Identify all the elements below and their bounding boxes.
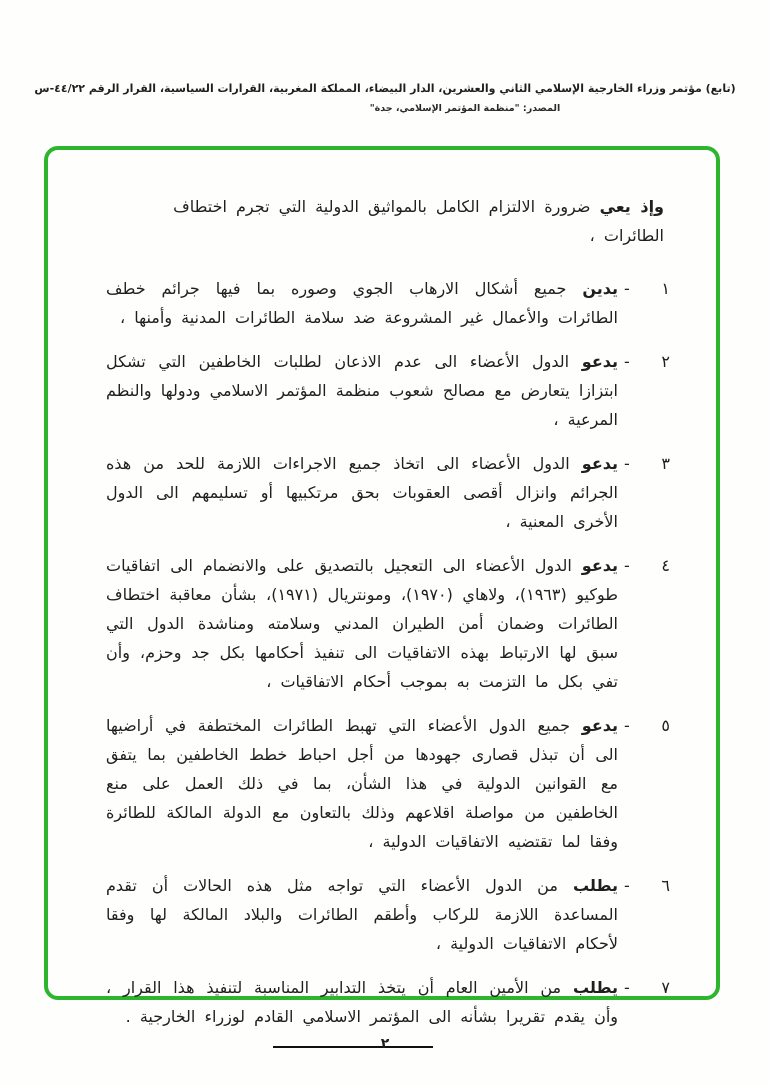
item-dash: -: [624, 279, 630, 298]
item-lead: يدعو: [581, 556, 618, 575]
item-dash: -: [624, 716, 630, 735]
item-number-value: ٤: [661, 556, 670, 575]
item-lead: يطلب: [572, 978, 618, 997]
item-number: [618, 871, 670, 958]
document-source-line: المصدر: "منظمة المؤتمر الإسلامي، جدة": [369, 103, 561, 114]
item-number-value: ٥: [661, 716, 670, 735]
item-number-value: ٧: [661, 978, 670, 997]
item-body: من الأمين العام أن يتخذ التدابير المناسبة لتنفيذ هذا القرار ، وأن يقدم تقريرا بشأنه الى المؤتمر الاسلامي القادم لوزراء الخارجية .: [106, 978, 618, 1026]
item-number: [618, 973, 670, 1031]
item-lead: يدين: [582, 279, 618, 298]
document-body: [48, 150, 716, 1026]
item-dash: -: [624, 352, 630, 371]
list-item: [106, 973, 670, 1031]
item-body: جميع الدول الأعضاء التي تهبط الطائرات المختطفة في أراضيها الى أن تبذل قصارى جهودها من أجل احباط خطط الخاطفين بما يتفق مع القوانين الدولية في هذا الشأن، بما في ذلك العمل على منع الخاطفين من مواصلة اقلاعهم وذلك بالتعاون مع الدولة المالكة للطائرة وفقا لما تقتضيه الاتفاقيات الدولية ،: [106, 716, 618, 851]
item-number-value: ٦: [661, 876, 670, 895]
preamble-paragraph: [106, 192, 664, 250]
item-number-value: ١: [661, 279, 670, 298]
item-text: [106, 871, 618, 958]
list-item: [106, 871, 670, 958]
item-body: الدول الأعضاء الى التعجيل بالتصديق على والانضمام الى اتفاقيات طوكيو (١٩٦٣)، ولاهاي (١٩٧٠)، ومونتريال (١٩٧١)، بشأن معاقبة اختطاف الطائرات وضمان أمن الطيران المدني وسلامته ومناشدة الدول التي سبق لها الارتباط بهذه الاتفاقيات الى تنفيذ أحكامها بكل جد وحزم، وأن تفي بكل ما التزمت به بموجب أحكام الاتفاقيات ،: [106, 556, 618, 691]
list-item: [106, 711, 670, 856]
document-header-line: (تابع) مؤتمر وزراء الخارجية الإسلامي الثاني والعشرين، الدار البيضاء، المملكة المغربية، القرارات السياسية، القرار الرقم ٤٤/٢٢-س: [34, 82, 736, 95]
item-number: [618, 449, 670, 536]
item-text: [106, 449, 618, 536]
item-number-value: ٢: [661, 352, 670, 371]
highlight-annotation-box: [44, 146, 720, 1026]
item-text: [106, 711, 618, 856]
page-number: ٢: [380, 1036, 390, 1052]
item-body: جميع أشكال الارهاب الجوي وصوره بما فيها جرائم خطف الطائرات والأعمال غير المشروعة ضد سلامة الطائرات المدنية وأمنها ،: [106, 279, 618, 327]
item-number-value: ٣: [661, 454, 670, 473]
item-body: الدول الأعضاء الى عدم الاذعان لطلبات الخاطفين التي تشكل ابتزازا يتعارض مع مصالح شعوب منظمة المؤتمر الاسلامي ودولها والنظم المرعية ،: [106, 352, 618, 429]
item-text: [106, 973, 618, 1031]
item-lead: يدعو: [581, 716, 618, 735]
preamble-text: ضرورة الالتزام الكامل بالمواثيق الدولية التي تجرم اختطاف الطائرات ،: [173, 197, 664, 245]
item-lead: يدعو: [581, 454, 618, 473]
item-lead: يطلب: [572, 876, 618, 895]
item-dash: -: [624, 876, 630, 895]
item-body: من الدول الأعضاء التي تواجه مثل هذه الحالات أن تقدم المساعدة اللازمة للركاب وأطقم الطائرات والبلاد المالكة لها وفقا لأحكام الاتفاقيات الدولية ،: [106, 876, 618, 953]
item-dash: -: [624, 978, 630, 997]
item-number: [618, 347, 670, 434]
list-item: [106, 274, 670, 332]
item-body: الدول الأعضاء الى اتخاذ جميع الاجراءات اللازمة للحد من هذه الجرائم وانزال أقصى العقوبات بحق مرتكبيها أو تسليمهم الى الدول الأخرى المعنية ،: [106, 454, 618, 531]
item-dash: -: [624, 454, 630, 473]
item-text: [106, 347, 618, 434]
item-number: [618, 274, 670, 332]
preamble-lead: وإذ يعي: [599, 197, 664, 216]
item-number: [618, 711, 670, 856]
list-item: [106, 347, 670, 434]
list-item: [106, 449, 670, 536]
item-text: [106, 551, 618, 696]
item-lead: يدعو: [581, 352, 619, 371]
item-dash: -: [624, 556, 630, 575]
item-text: [106, 274, 618, 332]
list-item: [106, 551, 670, 696]
item-number: [618, 551, 670, 696]
